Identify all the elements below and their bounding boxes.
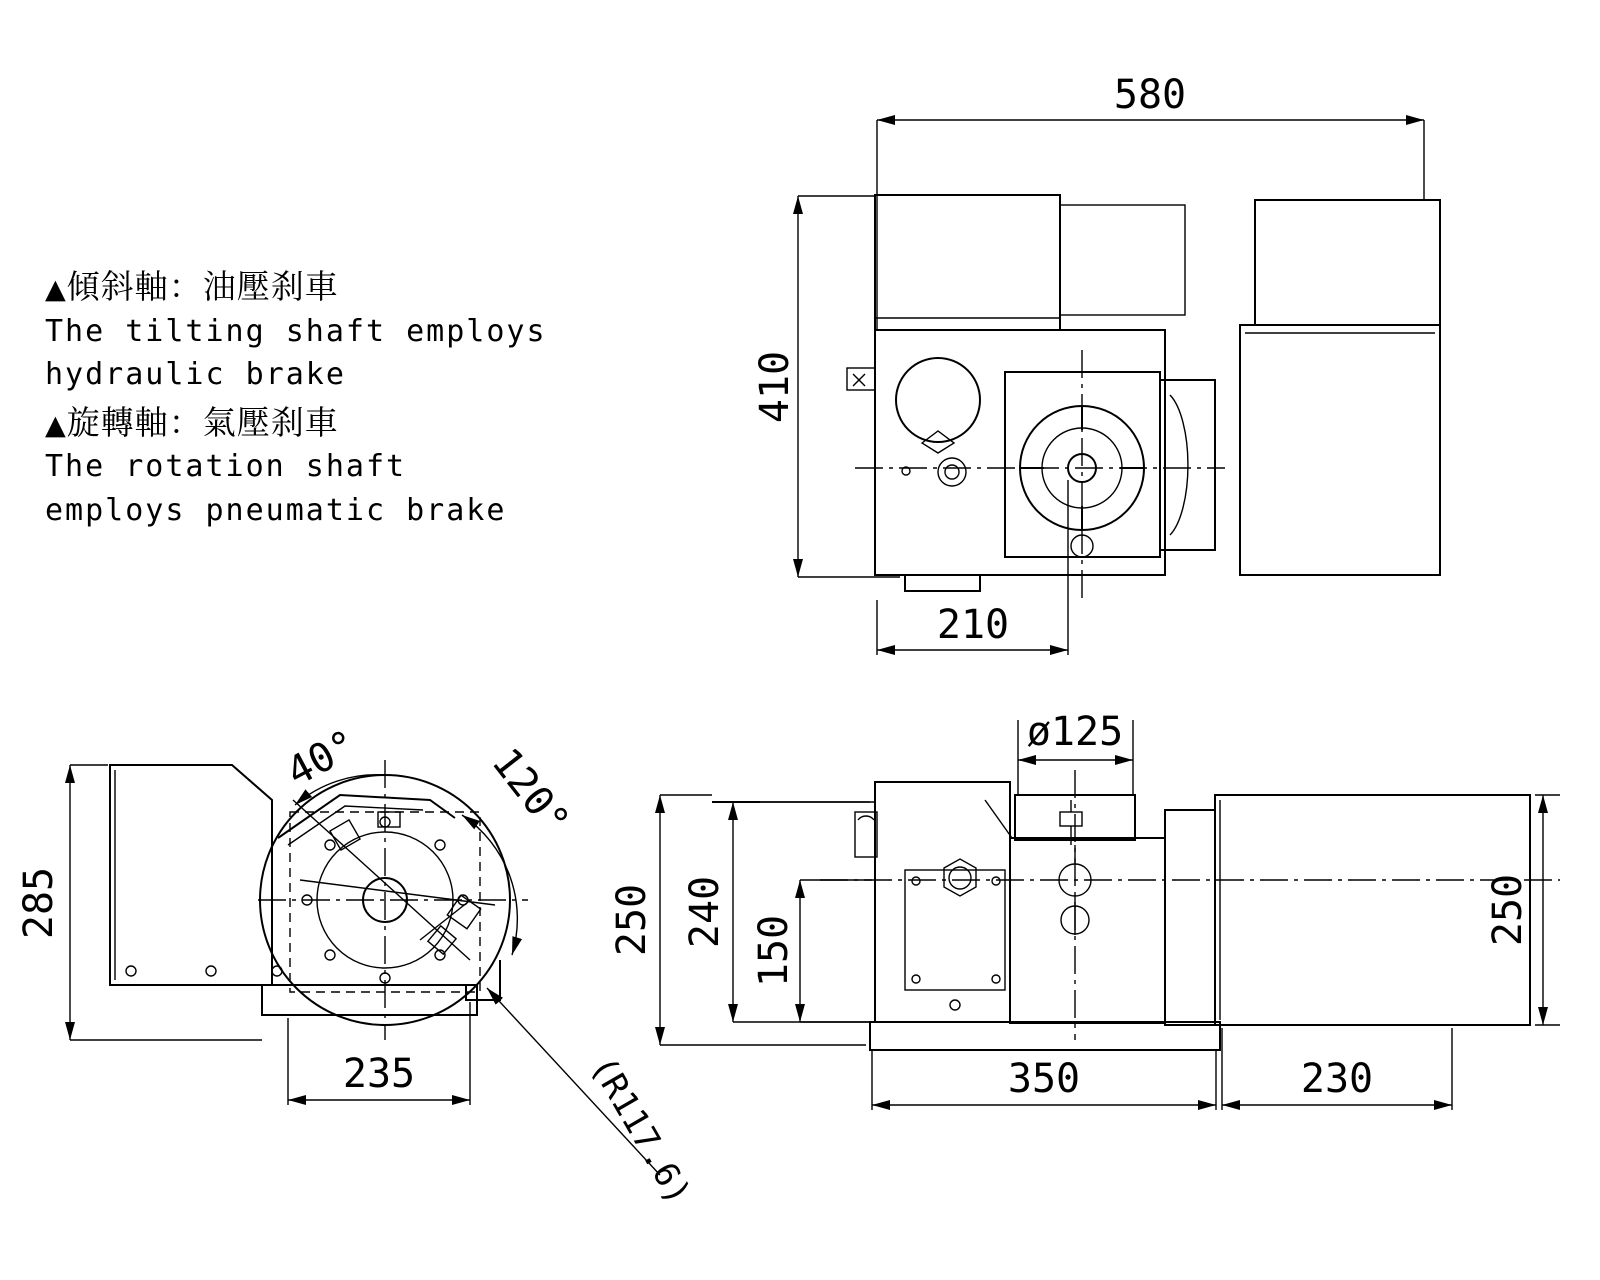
dim-240: 240 [682, 875, 728, 949]
dim-210: 210 [936, 602, 1010, 648]
dim-120deg: 120° [482, 739, 579, 845]
note-tilting-shaft-cjk: ▲傾斜軸：油壓刹車 [45, 267, 339, 306]
top-view-dimensions [16, 721, 699, 1211]
note-tilting-shaft-en-1: The tilting shaft employs [45, 313, 547, 349]
side-view-geometry [712, 770, 1560, 1050]
note-rotation-shaft-cjk: ▲旋轉軸：氣壓刹車 [45, 402, 339, 442]
note-rotation-shaft-en-1: The rotation shaft [45, 449, 407, 485]
note-tilting-shaft-en-2: hydraulic brake [45, 357, 346, 393]
triangle-bullet-icon: ▲ [45, 274, 67, 305]
dim-230: 230 [1300, 1056, 1374, 1102]
front-view-geometry [847, 195, 1440, 600]
dim-250-left: 250 [609, 883, 655, 957]
dim-150: 150 [751, 914, 797, 988]
dim-580: 580 [1113, 72, 1187, 118]
triangle-bullet-icon-2: ▲ [45, 409, 67, 441]
dim-410: 410 [752, 350, 798, 424]
dim-dia125: ø125 [1026, 709, 1124, 755]
dim-285: 285 [16, 866, 62, 940]
dim-40deg: 40° [279, 721, 365, 796]
note-rotation-shaft-en-2: employs pneumatic brake [45, 492, 507, 528]
front-view-dimensions [752, 72, 1424, 655]
top-view-geometry [110, 760, 660, 1175]
dim-235: 235 [342, 1051, 416, 1097]
dim-R117-6: (R117.6) [582, 1049, 699, 1212]
dim-250-right: 250 [1485, 873, 1531, 947]
dim-350: 350 [1007, 1056, 1081, 1102]
